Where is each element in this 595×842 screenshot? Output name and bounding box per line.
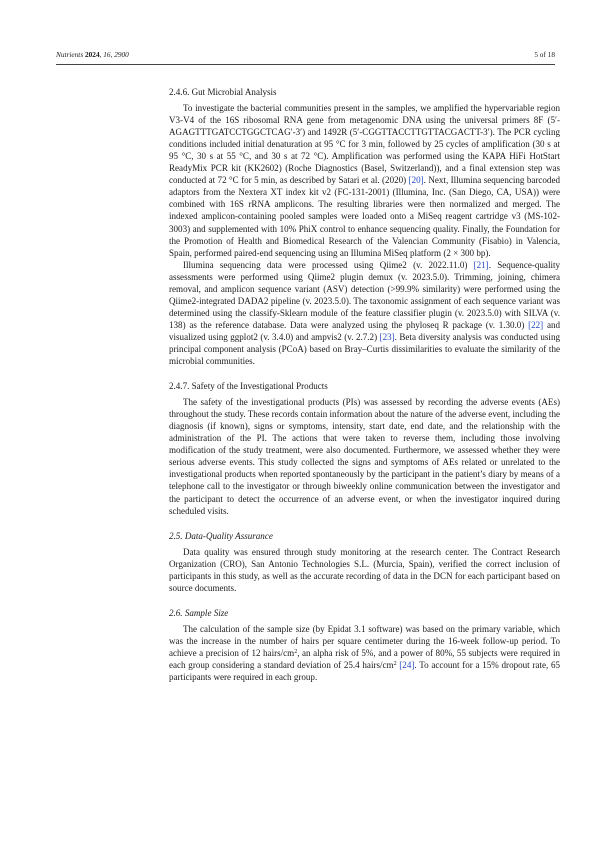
text-run: Illumina sequencing data were processed using Qiime2 (v. 2022.11.0) (183, 259, 474, 270)
paragraph (169, 259, 560, 367)
journal-volume: 16 (103, 50, 111, 59)
journal-year: 2024 (85, 50, 100, 59)
running-header (56, 50, 555, 62)
paragraph (169, 546, 560, 594)
paragraph (169, 623, 560, 683)
citation-link[interactable]: [21] (473, 259, 489, 270)
text-run: Data quality was ensured through study monitoring at the research center. The Contract Research Organization (CRO), San Antonio Technologies S.L. (Murcia, Spain), verified the correct inclusion of participants in this study, as well as the accurate recording of data in the DCN for each participant based on source documents. (169, 546, 560, 593)
header-rule (56, 64, 555, 65)
text-run: and visualized using ggplot2 (v. 3.4.0) and ampvis2 (v. 2.7.2) (169, 319, 560, 342)
section-safety (169, 380, 560, 517)
journal-page: 2900 (114, 50, 129, 59)
text-run: . Next, Illumina sequencing barcoded adaptors from the Nextera XT index kit v2 (FC-131-2001) (Illumina, Inc. (San Diego, CA, USA)) were combined with 16S rRNA amplicons. The resulting libraries were then normalized and merged. The indexed amplicon-containing pooled samples were loaded onto a MiSeq reagent cartridge v3 (MS-102-3003) and supplemented with 10% PhiX control to enhance sequencing quality. Finally, the Foundation for the Promotion of Health and Biomedical Research of the Valencian Community (Fisabio) in Valencia, Spain, performed paired-end sequencing using an Illumina MiSeq platform (2 × 300 bp). (169, 175, 560, 258)
paragraph (169, 396, 560, 516)
section-heading: 2.6. Sample Size (169, 607, 229, 618)
section-heading: 2.4.7. Safety of the Investigational Products (169, 381, 328, 392)
citation-link[interactable]: [20] (408, 175, 424, 186)
paragraph (169, 102, 560, 259)
superscript: 2 (393, 661, 397, 668)
text-run: , an alpha risk of 5%, and a power of 80%, 55 subjects were required in each group considering a standard deviation of 25.4 hairs/cm (169, 647, 561, 671)
text-run: . Sequence-quality assessments were performed using Qiime2 plugin demux (v. 2023.5.0). Trimming, joining, chimera removal, and amplicon sequence variant (ASV) detection (>99.9% similarity) were performed using the Qiime2-integrated DADA2 pipeline (v. 2023.5.0). The taxonomic assignment of each sequence variant was determined using the classify-Sklearn module of the feature classifier plugin (v. 2023.5.0) with SILVA (v. 138) as the reference database. Data were analyzed using the phyloseq R package (v. 1.30.0) (169, 259, 561, 330)
citation-link[interactable]: [23] (379, 331, 395, 342)
article-body (169, 86, 560, 696)
section-size (169, 607, 560, 683)
journal-name: Nutrients (56, 50, 84, 59)
text-run: . To account for a 15% dropout rate, 65 participants were required in each group. (169, 660, 560, 683)
text-run: The calculation of the sample size (by Epidat 3.1 software) was based on the primary variable, which was the increase in the number of hairs per square centimeter during the 16-week follow-up period. To achieve a precision of 12 hairs/cm (169, 623, 560, 658)
journal-reference: Nutrients 2024, 16, 2900 (56, 50, 129, 59)
section-quality (169, 530, 560, 594)
text-run: . Beta diversity analysis was conducted using principal component analysis (PCoA) based on Bray–Curtis dissimilarities to evaluate the similarity of the microbial communities. (169, 331, 560, 367)
text-run: To investigate the bacterial communities present in the samples, we amplified the hypervariable region V3-V4 of the 16S ribosomal RNA gene from metagenomic DNA using the universal primers 8F (5′-AGAGTTTGATCCTGGCTCAG′-3′) and 1492R (5′-CGGTTACCTTGTTACGACTT-3′). The PCR cycling conditions included initial denaturation at 95 °C for 3 min, followed by 25 cycles of amplification (30 s at 95 °C, 30 s at 55 °C, and 30 s at 72 °C). Amplification was performed using the KAPA HiFi HotStart ReadyMix PCR kit (KK2602) (Roche Diagnostics (Basel, Switzerland)), and a final extension step was conducted at 72 °C for 5 min, as described by Satari et al. (2020) (169, 103, 560, 186)
citation-link[interactable]: [22] (528, 319, 544, 330)
section-heading: 2.5. Data-Quality Assurance (169, 530, 273, 541)
section-heading: 2.4.6. Gut Microbial Analysis (169, 87, 277, 97)
citation-link[interactable]: [24] (399, 660, 415, 671)
superscript: 2 (294, 648, 298, 655)
section-gut (169, 86, 560, 367)
text-run: The safety of the investigational products (PIs) was assessed by recording the adverse events (AEs) throughout the study. These records contain information about the nature of the adverse event, including the diagnosis (if known), signs or symptoms, intensity, start date, end date, and the relationship with the administration of the PI. The actions that were taken to reverse them, including those involving modification of the study treatment, were also documented. Furthermore, we assessed whether they were serious adverse events. This study collected the signs and symptoms of AEs related or unrelated to the investigational products when reported spontaneously by the participant in the patient’s diary by means of a telephone call to the investigator or through biweekly online communication between the investigator and the participant to detect the occurrence of an adverse event, or when the investigator inquired during scheduled visits. (169, 397, 560, 516)
page-number: 5 of 18 (534, 50, 555, 59)
